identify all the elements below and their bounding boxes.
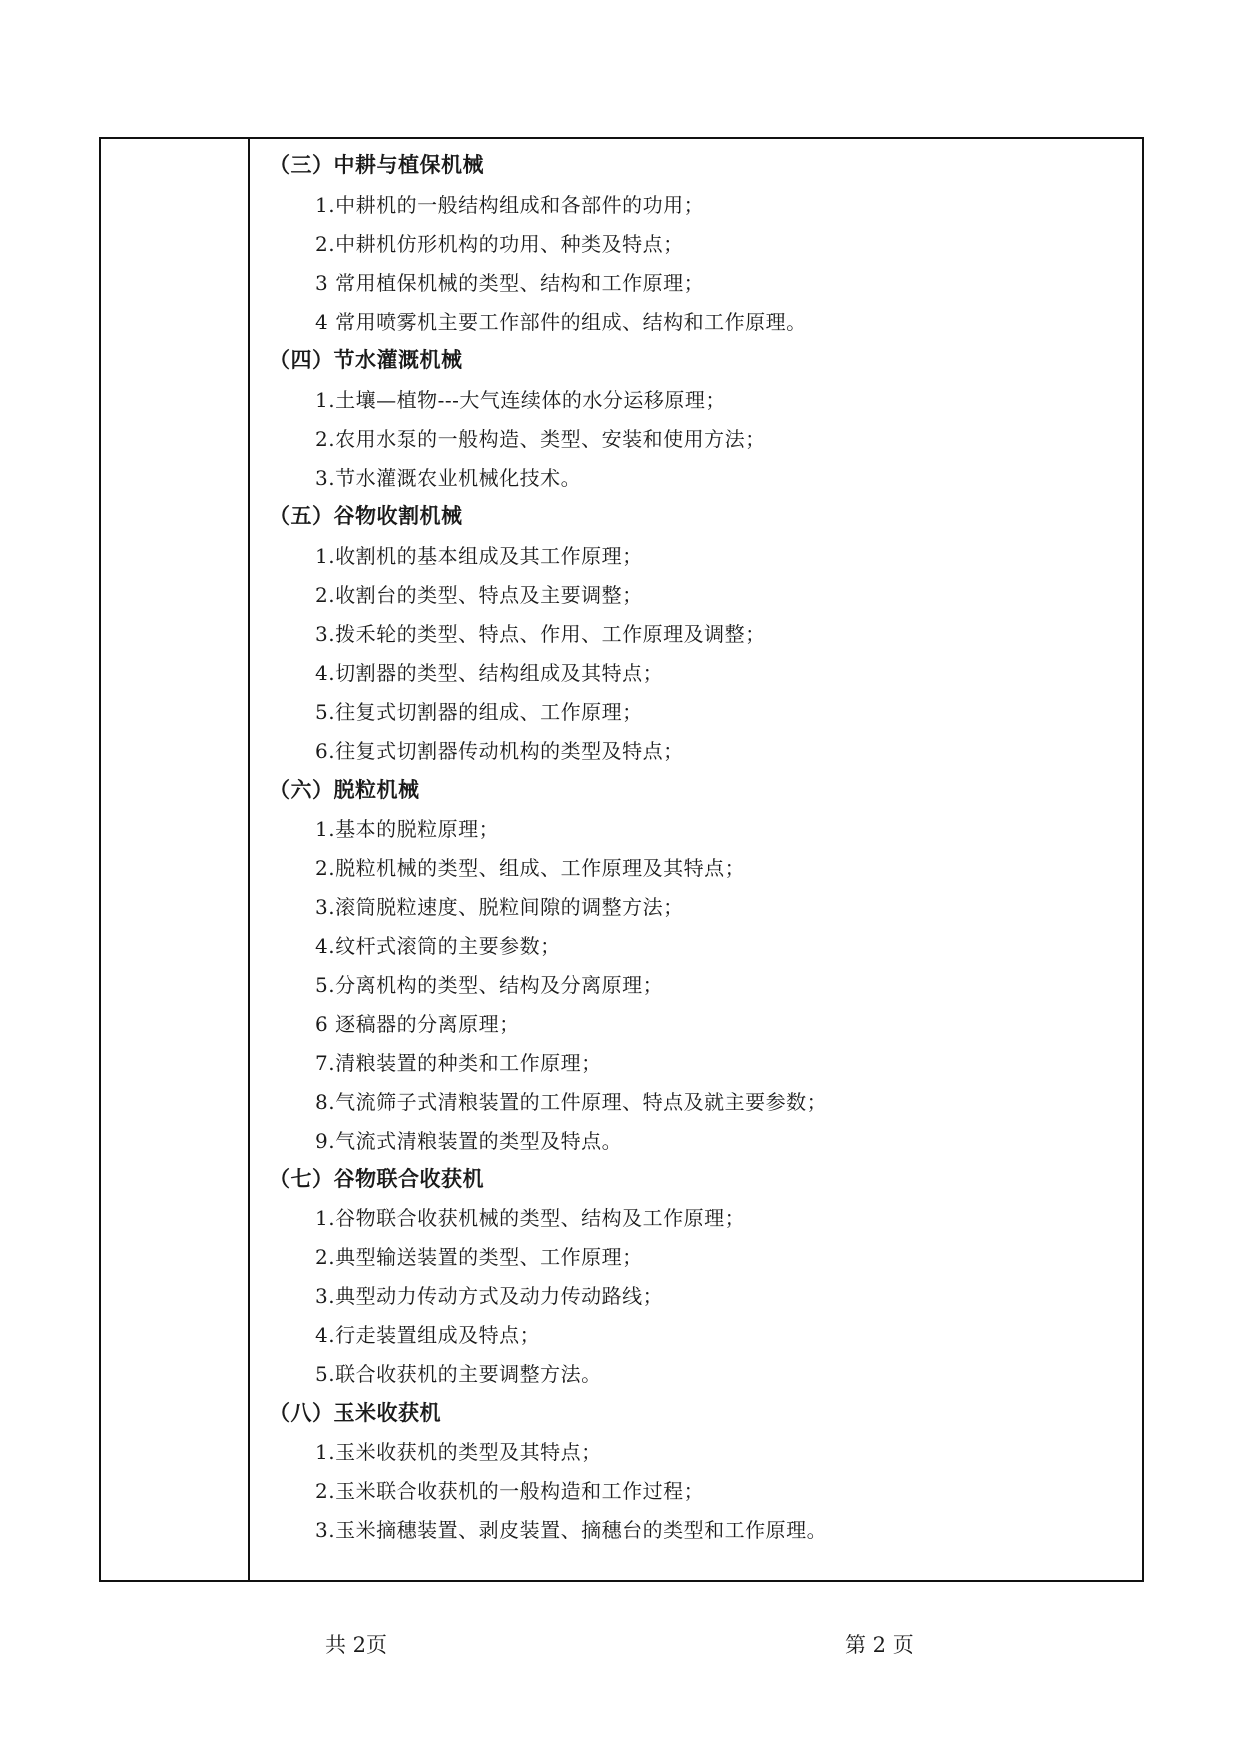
list-item: 2.玉米联合收获机的一般构造和工作过程； <box>315 1479 705 1503</box>
table-content-cell <box>251 139 1142 1580</box>
footer-page-number: 第 2 页 <box>845 1633 914 1657</box>
list-item: 1.土壤—植物---大气连续体的水分运移原理； <box>315 388 726 412</box>
section-title: （五）谷物收割机械 <box>269 504 463 528</box>
list-item: 1.收割机的基本组成及其工作原理； <box>315 544 643 568</box>
list-item: 3.拨禾轮的类型、特点、作用、工作原理及调整； <box>315 622 766 646</box>
list-item: 9.气流式清粮装置的类型及特点。 <box>315 1129 623 1153</box>
list-item: 2.中耕机仿形机构的功用、种类及特点； <box>315 232 684 256</box>
section-title: （六）脱粒机械 <box>269 778 420 802</box>
list-item: 1.玉米收获机的类型及其特点； <box>315 1440 602 1464</box>
list-item: 4.切割器的类型、结构组成及其特点； <box>315 661 664 685</box>
list-item: 8.气流筛子式清粮装置的工件原理、特点及就主要参数； <box>315 1090 828 1114</box>
footer-total-pages: 共 2页 <box>325 1633 388 1657</box>
list-item: 3.典型动力传动方式及动力传动路线； <box>315 1284 664 1308</box>
section-title: （四）节水灌溉机械 <box>269 348 463 372</box>
list-item: 3.节水灌溉农业机械化技术。 <box>315 466 582 490</box>
list-item: 5.往复式切割器的组成、工作原理； <box>315 700 643 724</box>
table-left-column <box>101 139 250 1580</box>
list-item: 6 逐稿器的分离原理； <box>315 1012 520 1036</box>
list-item: 2.农用水泵的一般构造、类型、安装和使用方法； <box>315 427 766 451</box>
list-item: 3.玉米摘穗装置、剥皮装置、摘穗台的类型和工作原理。 <box>315 1518 828 1542</box>
list-item: 3.滚筒脱粒速度、脱粒间隙的调整方法； <box>315 895 684 919</box>
list-item: 4.纹杆式滚筒的主要参数； <box>315 934 561 958</box>
list-item: 5.联合收获机的主要调整方法。 <box>315 1362 602 1386</box>
list-item: 1.中耕机的一般结构组成和各部件的功用； <box>315 193 705 217</box>
list-item: 5.分离机构的类型、结构及分离原理； <box>315 973 664 997</box>
list-item: 2.典型输送装置的类型、工作原理； <box>315 1245 643 1269</box>
syllabus-table <box>99 137 1144 1582</box>
list-item: 2.脱粒机械的类型、组成、工作原理及其特点； <box>315 856 746 880</box>
section-title: （七）谷物联合收获机 <box>269 1167 484 1191</box>
section-title: （八）玉米收获机 <box>269 1401 441 1425</box>
list-item: 2.收割台的类型、特点及主要调整； <box>315 583 643 607</box>
list-item: 6.往复式切割器传动机构的类型及特点； <box>315 739 684 763</box>
list-item: 1.谷物联合收获机械的类型、结构及工作原理； <box>315 1206 746 1230</box>
list-item: 3 常用植保机械的类型、结构和工作原理； <box>315 271 705 295</box>
list-item: 4.行走装置组成及特点； <box>315 1323 541 1347</box>
list-item: 7.清粮装置的种类和工作原理； <box>315 1051 602 1075</box>
list-item: 1.基本的脱粒原理； <box>315 817 500 841</box>
section-title: （三）中耕与植保机械 <box>269 153 484 177</box>
list-item: 4 常用喷雾机主要工作部件的组成、结构和工作原理。 <box>315 310 807 334</box>
